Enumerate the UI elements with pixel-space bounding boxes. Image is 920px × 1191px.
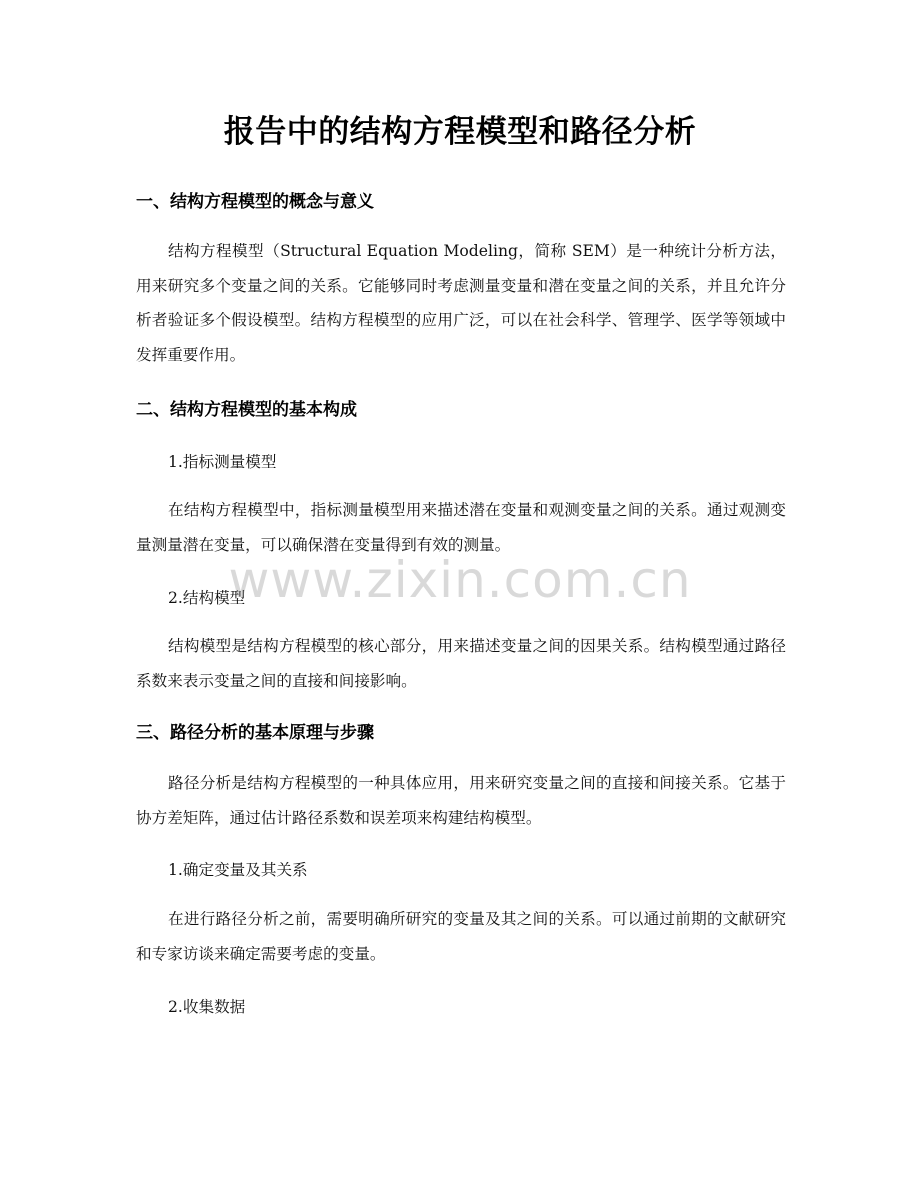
subheading-indicator-measurement-model: 1.指标测量模型 [168, 453, 277, 471]
subheading-determine-variables: 1.确定变量及其关系 [168, 861, 308, 879]
section-heading-2: 二、结构方程模型的基本构成 [136, 400, 357, 420]
subheading-collect-data: 2.收集数据 [168, 998, 246, 1016]
section-3-paragraph: 路径分析是结构方程模型的一种具体应用，用来研究变量之间的直接和间接关系。它基于协方差矩阵，通过估计路径系数和误差项来构建结构模型。 [136, 774, 786, 827]
subheading-structural-model: 2.结构模型 [168, 589, 246, 607]
section-1-paragraph: 结构方程模型（Structural Equation Modeling，简称 SEM）是一种统计分析方法，用来研究多个变量之间的关系。它能够同时考虑测量变量和潜在变量之间的关系，并且允许分析者验证多个假设模型。结构方程模型的应用广泛，可以在社会科学、管理学、医学等领域中发挥重要作用。 [136, 242, 786, 364]
indicator-measurement-paragraph: 在结构方程模型中，指标测量模型用来描述潜在变量和观测变量之间的关系。通过观测变量测量潜在变量，可以确保潜在变量得到有效的测量。 [136, 501, 786, 554]
section-heading-1: 一、结构方程模型的概念与意义 [136, 192, 374, 212]
section-heading-3: 三、路径分析的基本原理与步骤 [136, 723, 374, 743]
watermark: www.zixin.com.cn [228, 551, 692, 609]
structural-model-paragraph: 结构模型是结构方程模型的核心部分，用来描述变量之间的因果关系。结构模型通过路径系数来表示变量之间的直接和间接影响。 [136, 637, 786, 690]
determine-variables-paragraph: 在进行路径分析之前，需要明确所研究的变量及其之间的关系。可以通过前期的文献研究和专家访谈来确定需要考虑的变量。 [136, 910, 786, 963]
document-title: 报告中的结构方程模型和路径分析 [223, 114, 697, 150]
